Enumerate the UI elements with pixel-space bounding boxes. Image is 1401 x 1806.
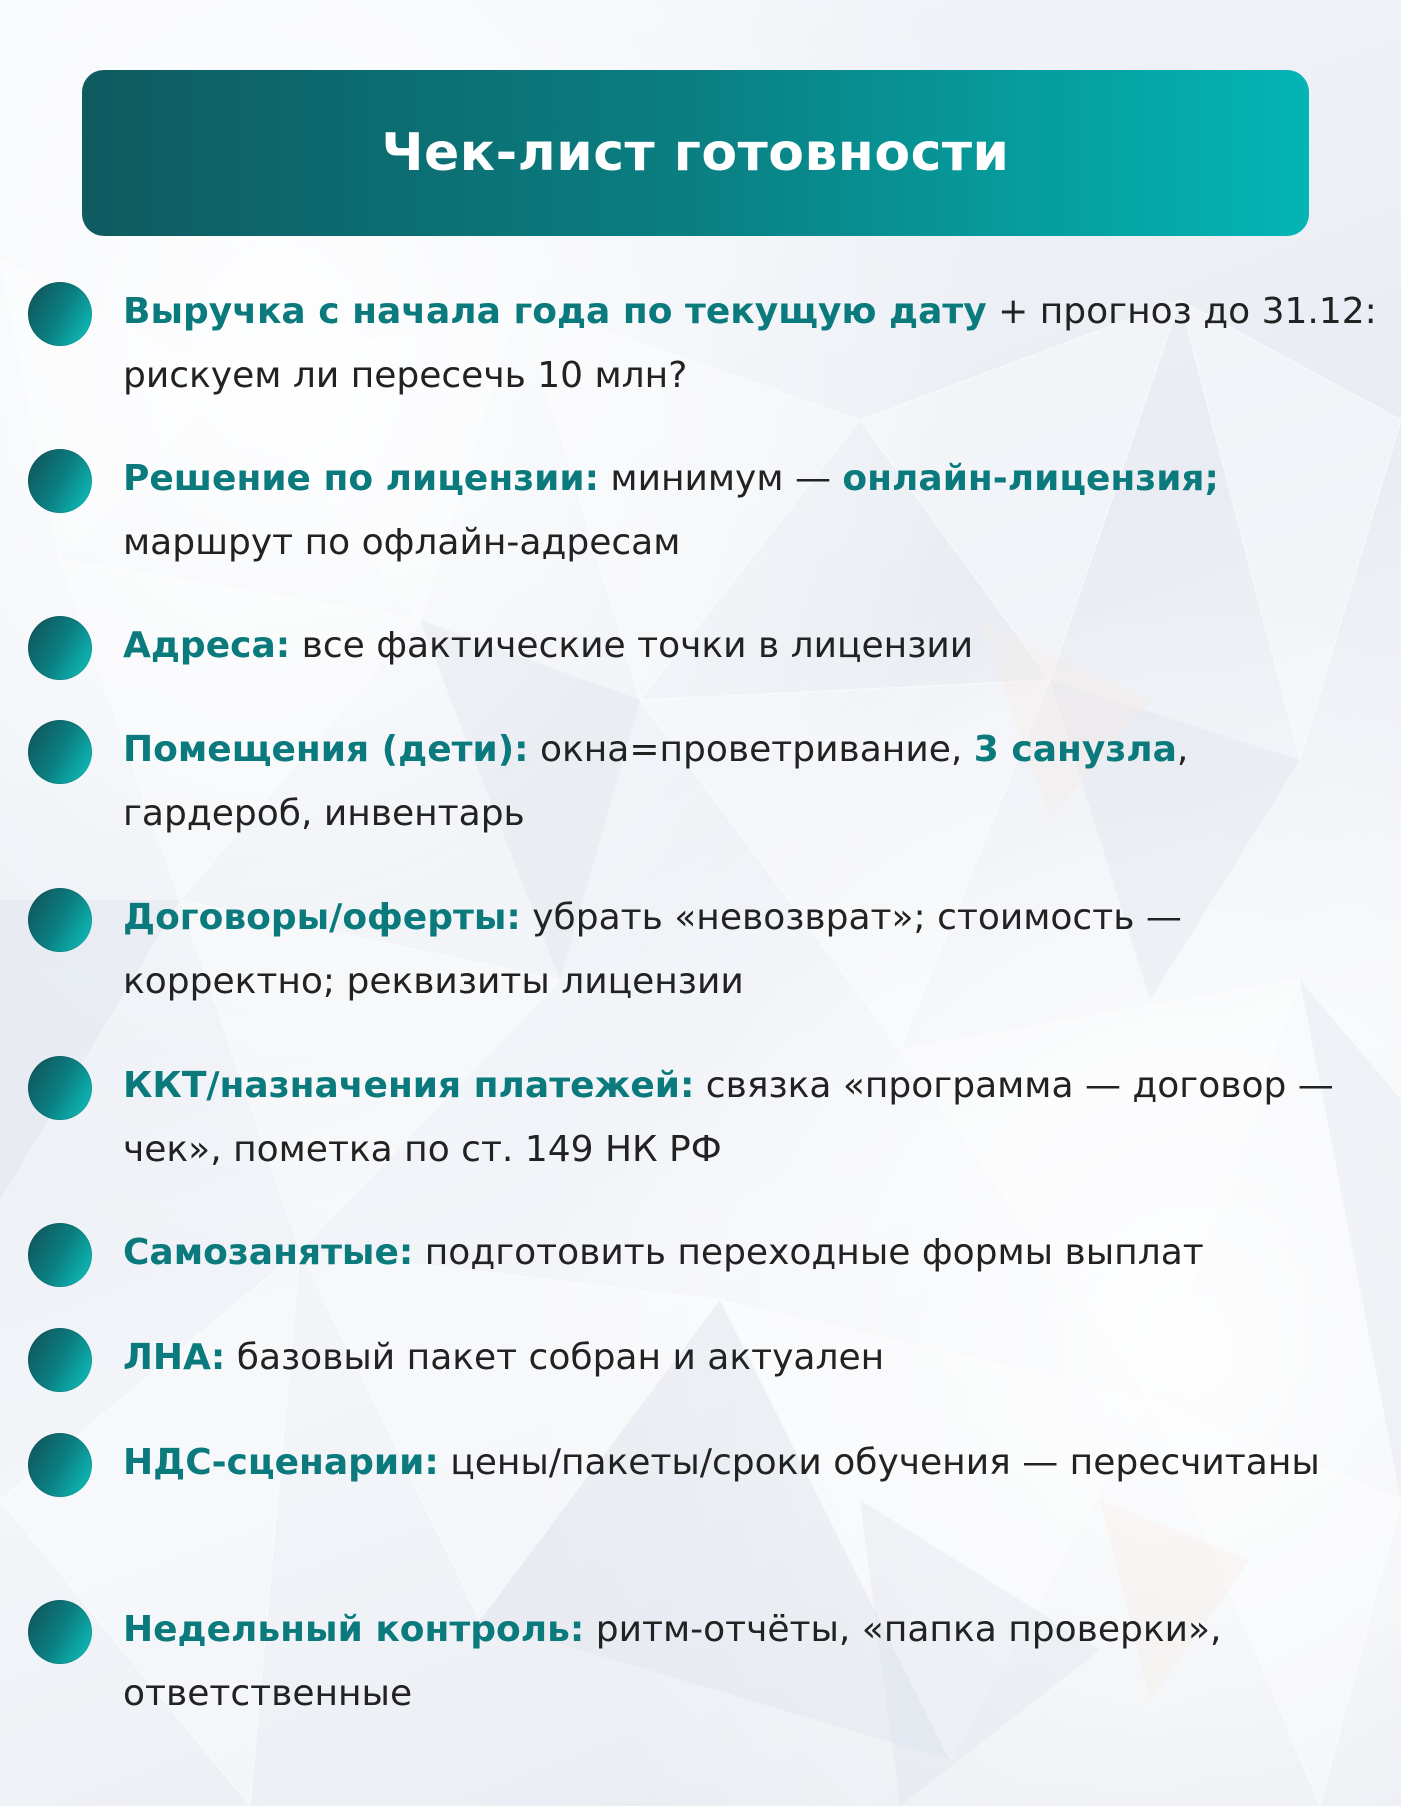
bullet-circle-icon	[28, 1328, 92, 1392]
item-keyword-secondary: 3 санузла	[973, 729, 1177, 770]
item-description: базовый пакет собран и актуален	[225, 1337, 885, 1378]
item-description: минимум —	[598, 458, 843, 499]
bullet-circle-icon	[28, 1600, 92, 1664]
item-description: подготовить переходные формы выплат	[413, 1232, 1204, 1273]
item-description: связка «программа — договор — чек», пометка по ст. 149 НК РФ	[123, 1065, 1334, 1170]
item-keyword: Выручка с начала года по текущую дату	[123, 291, 987, 332]
checklist-item-text	[123, 1326, 1388, 1390]
item-description-secondary: маршрут по офлайн-адресам	[123, 522, 681, 563]
checklist-item-text	[123, 886, 1388, 1014]
bullet-circle-icon	[28, 1223, 92, 1287]
checklist-item-text	[123, 1598, 1388, 1726]
checklist-item-text	[123, 614, 1388, 678]
bullet-circle-icon	[28, 720, 92, 784]
bullet-circle-icon	[28, 1056, 92, 1120]
bullet-circle-icon	[28, 449, 92, 513]
item-description: + прогноз до 31.12: рискуем ли пересечь 10 млн?	[123, 291, 1377, 396]
bullet-circle-icon	[28, 282, 92, 346]
item-keyword: Недельный контроль:	[123, 1609, 585, 1650]
item-keyword: Помещения (дети):	[123, 729, 529, 770]
item-keyword: Договоры/оферты:	[123, 897, 521, 938]
item-description: окна=проветривание,	[528, 729, 974, 770]
checklist-item-text	[123, 280, 1388, 408]
item-keyword: Адреса:	[123, 625, 291, 666]
checklist-item-text	[123, 718, 1388, 846]
item-description: убрать «невозврат»; стоимость — корректно; реквизиты лицензии	[123, 897, 1182, 1002]
item-keyword-secondary: онлайн-лицензия;	[842, 458, 1219, 499]
item-keyword: НДС-сценарии:	[123, 1442, 439, 1483]
item-keyword: ЛНА:	[123, 1337, 226, 1378]
checklist-item-text	[123, 1054, 1388, 1182]
item-description: цены/пакеты/сроки обучения — пересчитаны	[438, 1442, 1320, 1483]
checklist-item-text	[123, 447, 1388, 575]
item-description-secondary: , гардероб, инвентарь	[123, 729, 1189, 834]
item-keyword: Решение по лицензии:	[123, 458, 599, 499]
page-title: Чек-лист готовности	[381, 123, 1010, 183]
item-keyword: ККТ/назначения платежей:	[123, 1065, 695, 1106]
item-description: ритм-отчёты, «папка проверки», ответственные	[123, 1609, 1222, 1714]
bullet-circle-icon	[28, 888, 92, 952]
bullet-circle-icon	[28, 1433, 92, 1497]
checklist-item-text	[123, 1221, 1388, 1285]
item-description: все фактические точки в лицензии	[290, 625, 974, 666]
checklist-item-text	[123, 1431, 1388, 1495]
item-keyword: Самозанятые:	[123, 1232, 414, 1273]
bullet-circle-icon	[28, 616, 92, 680]
